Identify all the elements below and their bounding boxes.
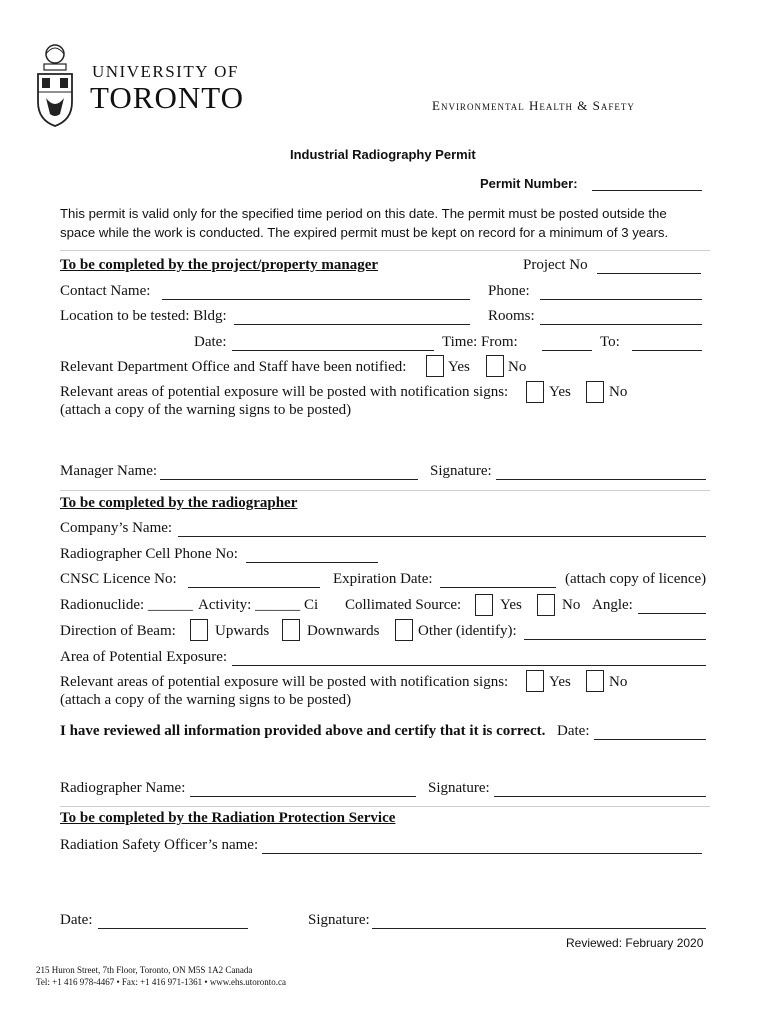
time-to-field[interactable] (632, 350, 702, 351)
radionuclide-label: Radionuclide: ______ (60, 597, 193, 613)
notified-label: Relevant Department Office and Staff have been notified: (60, 359, 407, 375)
rad-exposure-no-label: No (609, 674, 628, 690)
certify-date-label: Date: (557, 723, 590, 739)
notified-no-label: No (508, 359, 527, 375)
collimated-no-checkbox[interactable] (537, 594, 555, 616)
form-title: Industrial Radiography Permit (290, 147, 476, 162)
rooms-field[interactable] (540, 324, 702, 325)
exposure-yes-label: Yes (549, 384, 571, 400)
manager-signature-label: Signature: (430, 463, 492, 479)
downwards-checkbox[interactable] (282, 619, 300, 641)
radiographer-section-heading: To be completed by the radiographer (60, 495, 298, 511)
cell-phone-field[interactable] (246, 562, 378, 563)
other-checkbox[interactable] (395, 619, 413, 641)
rps-signature-field[interactable] (372, 928, 706, 929)
expiration-date-field[interactable] (440, 587, 556, 588)
date-label: Date: (194, 334, 227, 350)
university-name-line2: TORONTO (90, 80, 244, 115)
time-from-field[interactable] (542, 350, 592, 351)
other-field[interactable] (524, 639, 706, 640)
rad-attach-signs-note: (attach a copy of the warning signs to be posted) (60, 692, 352, 708)
rso-name-field[interactable] (262, 853, 702, 854)
divider (60, 806, 710, 807)
other-label: Other (identify): (418, 623, 517, 639)
contact-name-field[interactable] (162, 299, 470, 300)
exposure-no-checkbox[interactable] (586, 381, 604, 403)
angle-field[interactable] (638, 613, 706, 614)
attach-signs-note: (attach a copy of the warning signs to be posted) (60, 402, 352, 418)
manager-name-field[interactable] (160, 479, 418, 480)
location-label: Location to be tested: Bldg: (60, 308, 227, 324)
rps-section-heading: To be completed by the Radiation Protection Service (60, 810, 396, 826)
activity-label: Activity: ______ (198, 597, 301, 613)
project-no-field[interactable] (597, 273, 701, 274)
bldg-field[interactable] (234, 324, 470, 325)
company-name-label: Company’s Name: (60, 520, 173, 536)
collimated-source-label: Collimated Source: (345, 597, 462, 613)
direction-label: Direction of Beam: (60, 623, 176, 639)
rad-exposure-no-checkbox[interactable] (586, 670, 604, 692)
collimated-yes-label: Yes (500, 597, 522, 613)
footer-address: 215 Huron Street, 7th Floor, Toronto, ON M5S 1A2 Canada (36, 965, 253, 975)
collimated-yes-checkbox[interactable] (475, 594, 493, 616)
radiographer-signature-label: Signature: (428, 780, 490, 796)
project-no-label: Project No (523, 257, 588, 273)
time-to-label: To: (600, 334, 620, 350)
divider (60, 250, 710, 251)
expiration-date-label: Expiration Date: (333, 571, 433, 587)
rps-signature-label: Signature: (308, 912, 370, 928)
university-name-line1: UNIVERSITY OF (92, 62, 239, 81)
permit-number-field[interactable] (592, 190, 702, 191)
phone-field[interactable] (540, 299, 702, 300)
area-exposure-label: Area of Potential Exposure: (60, 649, 228, 665)
exposure-yes-checkbox[interactable] (526, 381, 544, 403)
rps-date-label: Date: (60, 912, 93, 928)
exposure-no-label: No (609, 384, 628, 400)
certify-date-field[interactable] (594, 739, 706, 740)
rooms-label: Rooms: (488, 308, 535, 324)
downwards-label: Downwards (307, 623, 380, 639)
company-name-field[interactable] (178, 536, 706, 537)
department-name: Environmental Health & Safety (432, 98, 635, 113)
cnsc-licence-field[interactable] (188, 587, 320, 588)
cnsc-licence-label: CNSC Licence No: (60, 571, 177, 587)
certify-statement: I have reviewed all information provided above and certify that it is correct. (60, 723, 546, 739)
cell-phone-label: Radiographer Cell Phone No: (60, 546, 238, 562)
divider (60, 490, 710, 491)
contact-name-label: Contact Name: (60, 283, 151, 299)
rps-date-field[interactable] (98, 928, 248, 929)
radiographer-name-label: Radiographer Name: (60, 780, 186, 796)
rad-exposure-posted-label: Relevant areas of potential exposure will be posted with notification signs: (60, 674, 509, 690)
manager-signature-field[interactable] (496, 479, 706, 480)
radiographer-name-field[interactable] (190, 796, 416, 797)
attach-licence-note: (attach copy of licence) (565, 571, 707, 587)
upwards-label: Upwards (215, 623, 270, 639)
intro-text-line1: This permit is valid only for the specified time period on this date. The permit must be posted outside the (60, 206, 667, 221)
date-field[interactable] (232, 350, 434, 351)
upwards-checkbox[interactable] (190, 619, 208, 641)
exposure-posted-label: Relevant areas of potential exposure will be posted with notification signs: (60, 384, 509, 400)
intro-text-line2: space while the work is conducted. The expired permit must be kept on record for a minimum of 3 years. (60, 225, 669, 240)
university-crest (30, 40, 80, 130)
rad-exposure-yes-label: Yes (549, 674, 571, 690)
reviewed-date: Reviewed: February 2020 (566, 936, 704, 950)
radiographer-signature-field[interactable] (494, 796, 706, 797)
manager-name-label: Manager Name: (60, 463, 158, 479)
angle-label: Angle: (592, 597, 633, 613)
footer-contact: Tel: +1 416 978-4467 • Fax: +1 416 971-1361 • www.ehs.utoronto.ca (36, 977, 286, 987)
area-exposure-field[interactable] (232, 665, 706, 666)
ci-unit: Ci (304, 597, 319, 613)
notified-yes-label: Yes (448, 359, 470, 375)
rad-exposure-yes-checkbox[interactable] (526, 670, 544, 692)
phone-label: Phone: (488, 283, 530, 299)
time-from-label: Time: From: (442, 334, 518, 350)
notified-yes-checkbox[interactable] (426, 355, 444, 377)
collimated-no-label: No (562, 597, 581, 613)
notified-no-checkbox[interactable] (486, 355, 504, 377)
permit-number-label: Permit Number: (480, 176, 578, 191)
manager-section-heading: To be completed by the project/property manager (60, 257, 379, 273)
rso-name-label: Radiation Safety Officer’s name: (60, 837, 259, 853)
